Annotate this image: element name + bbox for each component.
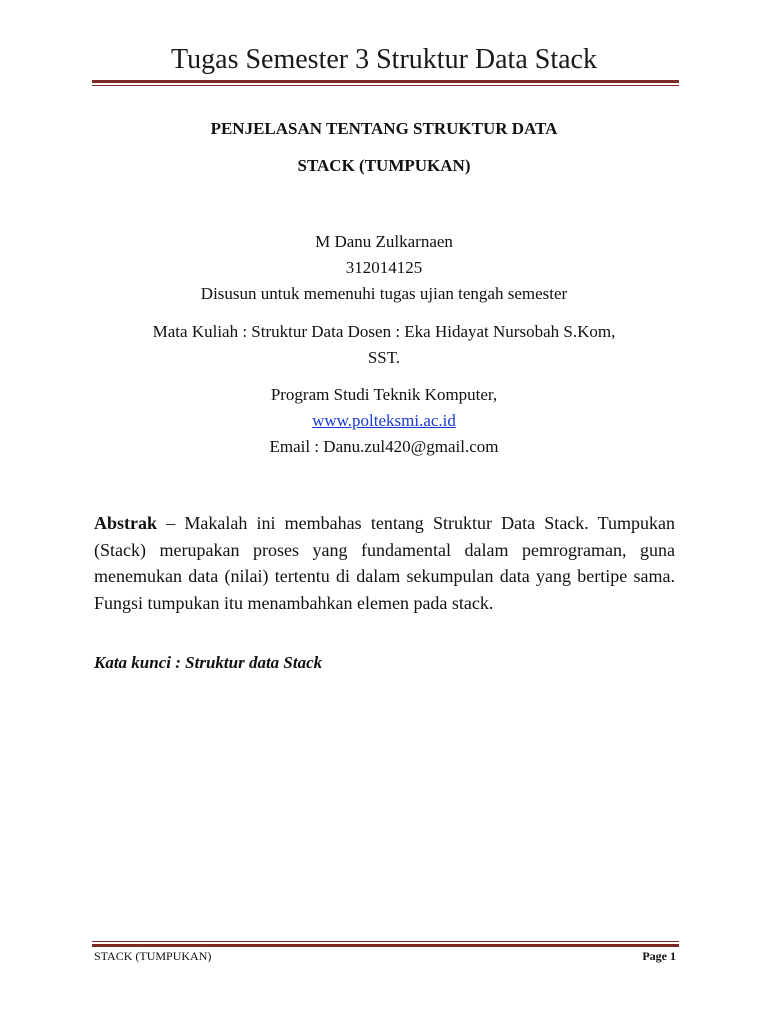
header-rule-thick <box>92 80 679 83</box>
course-line1: Mata Kuliah : Struktur Data Dosen : Eka Hidayat Nursobah S.Kom, <box>152 322 616 341</box>
doc-heading-line2: STACK (TUMPUKAN) <box>297 156 471 175</box>
course-line2: SST. <box>367 348 401 367</box>
abstract-paragraph <box>94 510 675 616</box>
footer-rule-thin <box>92 941 679 942</box>
doc-heading-line1: PENJELASAN TENTANG STRUKTUR DATA <box>210 119 558 138</box>
footer-title: STACK (TUMPUKAN) <box>94 949 212 963</box>
author-id: 312014125 <box>345 258 423 277</box>
header-rule-thin <box>92 85 679 86</box>
keywords-line: Kata kunci : Struktur data Stack <box>94 653 323 672</box>
author-name: M Danu Zulkarnaen <box>315 232 453 251</box>
page-header-title: Tugas Semester 3 Struktur Data Stack <box>171 44 597 75</box>
email-text: Email : Danu.zul420@gmail.com <box>269 437 499 456</box>
abstract-label: Abstrak <box>94 513 158 533</box>
page-number: Page 1 <box>642 949 676 963</box>
website-line <box>0 410 768 432</box>
purpose-text: Disusun untuk memenuhi tugas ujian tengah semester <box>200 284 568 303</box>
abstract-text: – Makalah ini membahas tentang Struktur Data Stack. Tumpukan (Stack) merupakan proses yang fundamental dalam pemrograman, guna menemukan data (nilai) tertentu di dalam sekumpulan data yang bertipe sama. Fungsi tumpukan itu menambahkan elemen pada stack. <box>94 513 675 613</box>
website-link[interactable]: www.polteksmi.ac.id <box>312 411 456 430</box>
footer-rule-thick <box>92 944 679 947</box>
program-text: Program Studi Teknik Komputer, <box>270 385 498 404</box>
